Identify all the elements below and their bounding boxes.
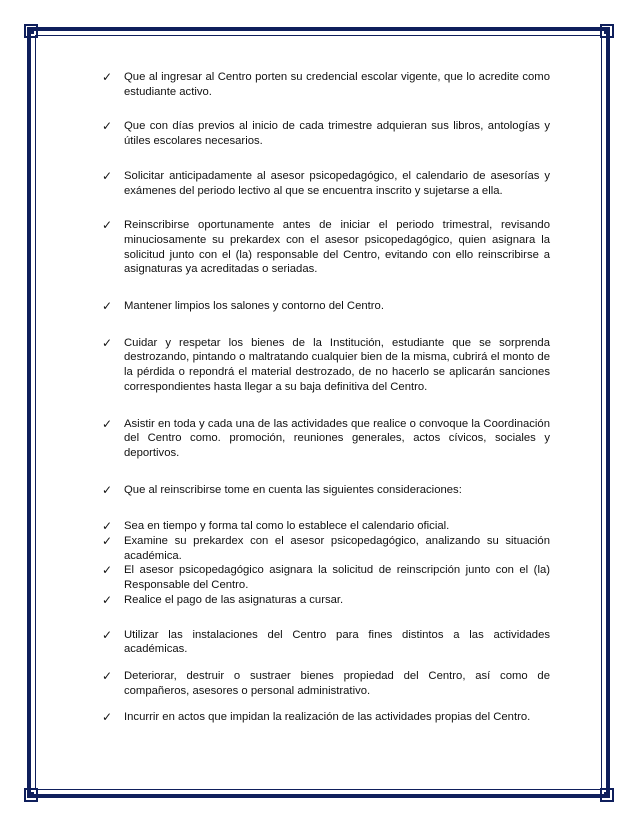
list-item xyxy=(95,169,550,198)
check-icon: ✓ xyxy=(102,335,113,350)
list-item xyxy=(95,417,550,461)
list-item-text: Sea en tiempo y forma tal como lo establece el calendario oficial. xyxy=(124,520,450,533)
check-icon: ✓ xyxy=(102,218,113,233)
list-item-text: Utilizar las instalaciones del Centro para fines distintos a las actividades académicas. xyxy=(124,628,550,656)
list-item xyxy=(95,336,550,395)
list-item xyxy=(95,534,550,563)
check-icon: ✓ xyxy=(102,627,113,642)
list-item-text: Que al reinscribirse tome en cuenta las siguientes consideraciones: xyxy=(124,483,462,496)
check-icon: ✓ xyxy=(102,119,113,134)
check-icon: ✓ xyxy=(102,416,113,431)
list-item xyxy=(95,119,550,148)
list-item-text: Solicitar anticipadamente al asesor psicopedagógico, el calendario de asesorías y exámenes del periodo lectivo al que se encuentra inscrito y sujetarse a ella. xyxy=(124,169,550,197)
list-item-text: El asesor psicopedagógico asignara la solicitud de reinscripción junto con el (la) Responsable del Centro. xyxy=(124,564,550,592)
list-item xyxy=(95,710,550,725)
list-item xyxy=(95,563,550,592)
list-item-text: Mantener limpios los salones y contorno del Centro. xyxy=(124,300,384,313)
corner-ornament-icon xyxy=(24,788,38,802)
list-item-text: Realice el pago de las asignaturas a cursar. xyxy=(124,593,344,606)
list-item xyxy=(95,70,550,99)
check-icon: ✓ xyxy=(102,592,113,607)
corner-ornament-icon xyxy=(600,24,614,38)
check-icon: ✓ xyxy=(102,563,113,578)
list-item xyxy=(95,593,550,608)
check-icon: ✓ xyxy=(102,168,113,183)
list-item xyxy=(95,483,550,498)
list-item-text: Que al ingresar al Centro porten su credencial escolar vigente, que lo acredite como estudiante activo. xyxy=(124,71,550,98)
check-icon: ✓ xyxy=(102,668,113,683)
check-icon: ✓ xyxy=(102,710,113,725)
list-item-text: Examine su prekardex con el asesor psicopedagógico, analizando su situación académica. xyxy=(124,535,550,562)
list-item-text: Reinscribirse oportunamente antes de iniciar el periodo trimestral, revisando minuciosamente su prekardex con el asesor psicopedagógico, quien asignara la solicitud junto con el (la) responsable del Centro, evitando con ello reinscribirse a asignaturas ya acreditadas o seriadas. xyxy=(124,219,550,276)
check-icon: ✓ xyxy=(102,482,113,497)
list-item-text: Cuidar y respetar los bienes de la Institución, estudiante que se sorprenda destrozando, pintando o maltratando cualquier bien de la misma, cubrirá el monto de la pérdida o repondrá el material destrozado, de no hacerlo se aplicarán sanciones correspondientes hasta llegar a su baja definitiva del Centro. xyxy=(124,336,550,393)
list-item xyxy=(95,299,550,314)
check-icon: ✓ xyxy=(102,70,113,84)
list-item xyxy=(95,628,550,657)
corner-ornament-icon xyxy=(600,788,614,802)
check-icon: ✓ xyxy=(102,519,113,534)
list-item-text: Incurrir en actos que impidan la realización de las actividades propias del Centro. xyxy=(124,711,531,724)
list-item xyxy=(95,669,550,698)
list-item-text: Deteriorar, destruir o sustraer bienes propiedad del Centro, así como de compañeros, asesores o personal administrativo. xyxy=(124,669,550,697)
list-item xyxy=(95,218,550,277)
list-item-text: Que con días previos al inicio de cada trimestre adquieran sus libros, antologías y útiles escolares necesarios. xyxy=(124,120,550,148)
rules-list xyxy=(95,70,550,725)
check-icon: ✓ xyxy=(102,299,113,314)
list-item xyxy=(95,519,550,534)
list-item-text: Asistir en toda y cada una de las actividades que realice o convoque la Coordinación del Centro como. promoción, reuniones generales, actos cívicos, sociales y deportivos. xyxy=(124,417,550,459)
corner-ornament-icon xyxy=(24,24,38,38)
check-icon: ✓ xyxy=(102,534,113,549)
